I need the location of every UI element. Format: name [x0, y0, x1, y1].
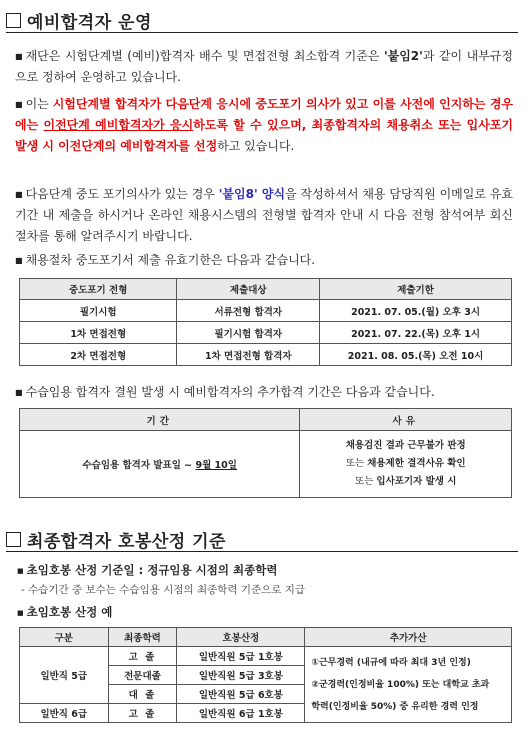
paragraph-5: ■ 수습임용 합격자 결원 발생 시 예비합격자의 추가합격 기간은 다음과 같습니다.: [15, 382, 513, 403]
table-header: 제출대상: [177, 279, 320, 300]
square-bullet-icon: ■: [15, 190, 23, 199]
table-header: 추가가산: [305, 628, 512, 647]
table-row: 전문대졸 일반직원 5급 3호봉: [20, 666, 512, 685]
table-header: 사유: [300, 409, 512, 431]
square-bullet-icon: ■: [17, 566, 24, 575]
table-header: 최종학력: [108, 628, 177, 647]
paragraph-2: ■ 이는 시험단계별 합격자가 다음단계 응시에 중도포기 의사가 있고 이를 사전에 인지하는 경우에는 이전단계 예비합격자가 응시하도록 할 수 있으며, 최종합격자의 채용취소 또는 입사포기 발생 시 이전단계의 예비합격자를 선정하고 있습니다.: [15, 94, 513, 157]
table-header: 기간: [20, 409, 300, 431]
grade-cell: 일반직 5급: [20, 647, 109, 704]
section-divider: [6, 551, 518, 552]
subheading-1: ■ 초임호봉 산정 기준일 : 정규임용 시점의 최종학력: [17, 563, 278, 577]
square-bullet-icon: ■: [15, 52, 23, 61]
note-1: - 수습기간 중 보수는 수습임용 시점의 최종학력 기준으로 지급: [21, 584, 306, 596]
reason-cell: 채용검진 결과 근무불가 판정 또는 채용제한 결격사유 확인 또는 입사포기자 발생 시: [300, 431, 512, 498]
additional-pass-table: [19, 408, 512, 498]
table-header: 중도포기 전형: [20, 279, 177, 300]
square-bullet-icon: ■: [15, 388, 23, 397]
paragraph-3: ■ 다음단계 중도 포기의사가 있는 경우 '붙임8' 양식을 작성하셔서 채용 담당직원 이메일로 유효기간 내 제출을 하시거나 온라인 채용시스템의 전형별 합격자 안내 시 다음 전형 참석여부 회신 절차를 통해 알려주시기 바랍니다.: [15, 184, 513, 247]
period-cell: 수습임용 합격자 발표일 ~ 9월 10일: [20, 431, 300, 498]
checkbox-square-icon: [6, 13, 21, 28]
section-title-text: 예비합격자 운영: [27, 13, 152, 33]
table-row: 필기시험 서류전형 합격자 2021. 07. 05.(월) 오후 3시: [20, 300, 512, 322]
table-row: 2차 면접전형 1차 면접전형 합격자 2021. 08. 05.(목) 오전 10시: [20, 344, 512, 366]
table-row: [20, 431, 512, 498]
table-row: 일반직 6급 고 졸 일반직원 6급 1호봉: [20, 704, 512, 723]
square-bullet-icon: ■: [17, 608, 24, 617]
subheading-2: ■ 초임호봉 산정 예: [17, 605, 113, 619]
table-header: 호봉산정: [177, 628, 305, 647]
withdrawal-deadline-table: [19, 278, 512, 366]
square-bullet-icon: ■: [15, 100, 23, 109]
table-header: 구분: [20, 628, 109, 647]
table-header: 제출기한: [320, 279, 512, 300]
section-title-text: 최종합격자 호봉산정 기준: [27, 532, 226, 552]
section-divider: [6, 32, 518, 33]
table-row: 대 졸 일반직원 5급 6호봉: [20, 685, 512, 704]
grade-cell: 일반직 6급: [20, 704, 109, 723]
table-row: 일반직 5급 고 졸 일반직원 5급 1호봉 ①근무경력 (내규에 따라 최대 3년 인정) ②군경력(인정비율 100%) 또는 대학교 초과 학력(인정비율 50%) 중 유리한 경력 인정: [20, 647, 512, 666]
additional-credit-cell: ①근무경력 (내규에 따라 최대 3년 인정) ②군경력(인정비율 100%) 또는 대학교 초과 학력(인정비율 50%) 중 유리한 경력 인정: [305, 647, 512, 723]
paragraph-1: ■ 재단은 시험단계별 (예비)합격자 배수 및 면접전형 최소합격 기준은 '붙임2'과 같이 내부규정으로 정하여 운영하고 있습니다.: [15, 46, 513, 88]
paragraph-4: ■ 채용절차 중도포기서 제출 유효기한은 다음과 같습니다.: [15, 250, 513, 271]
checkbox-square-icon: [6, 532, 21, 547]
section-title-reserve: [6, 8, 152, 33]
square-bullet-icon: ■: [15, 256, 23, 265]
salary-step-table: [19, 627, 512, 723]
table-row: 1차 면접전형 필기시험 합격자 2021. 07. 22.(목) 오후 1시: [20, 322, 512, 344]
section-title-salary: [6, 527, 226, 552]
